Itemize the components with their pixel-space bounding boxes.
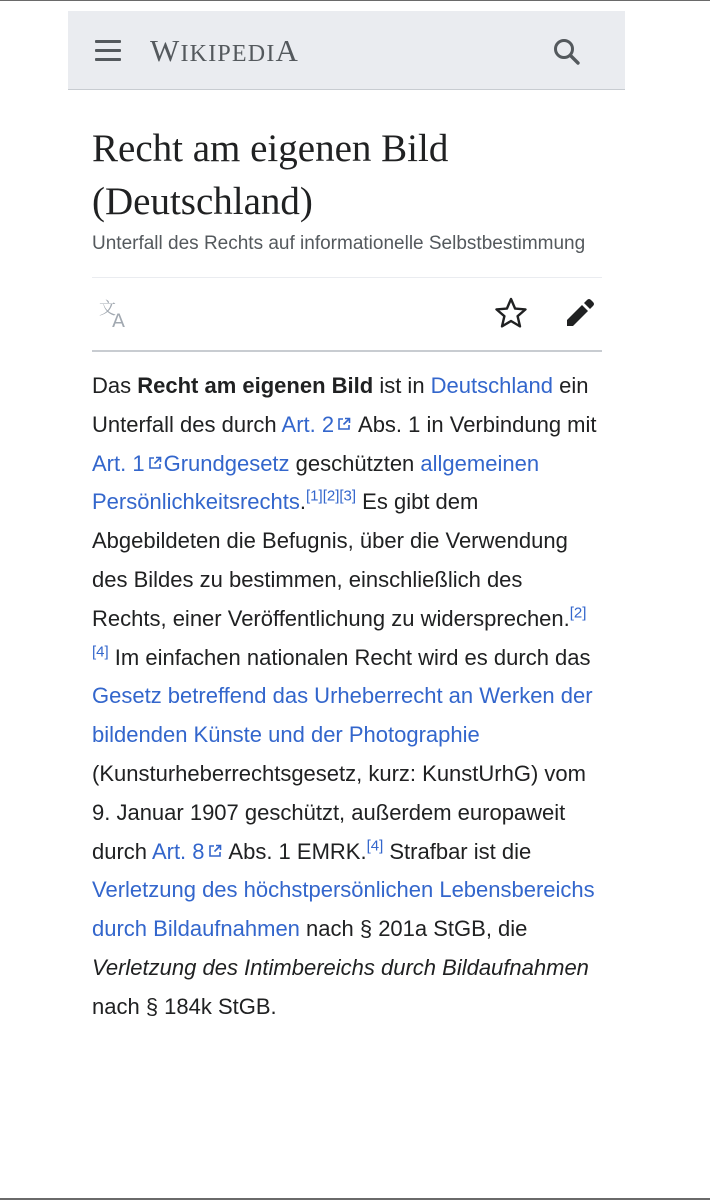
page-subtitle: Unterfall des Rechts auf informationelle Selbstbestimmung (92, 233, 586, 254)
text: Abs. 1 EMRK. (223, 838, 367, 864)
svg-text:A: A (112, 310, 125, 330)
menu-icon-bar (95, 49, 121, 52)
reference-3[interactable]: [3] (339, 488, 357, 506)
text: Es gibt dem Abgebildeten die Befugnis, über die Verwendung des Bildes zu bestimmen, einschließlich des Rechts, einer Veröffentlichung zu widersprechen. (92, 489, 570, 631)
link-deutschland[interactable]: Deutschland (430, 373, 553, 398)
page-title-line: Recht am eigenen Bild (92, 127, 449, 170)
menu-icon-bar (95, 40, 121, 43)
reference-1[interactable]: [1] (306, 488, 323, 506)
external-link-icon (148, 456, 162, 470)
logo-letter: W (150, 33, 181, 68)
text: Das (92, 373, 138, 398)
page-title (92, 122, 602, 228)
link-grundgesetz[interactable]: Grundgesetz (163, 450, 290, 476)
text: ein Unterfall des durch (92, 373, 589, 437)
text: nach § 201a StGB, die (299, 916, 528, 942)
search-button[interactable] (552, 37, 582, 67)
wikipedia-logo[interactable] (150, 33, 299, 72)
reference-2[interactable]: [2] (569, 604, 587, 622)
reference-4[interactable]: [4] (366, 837, 384, 855)
text: (Kunsturheberrechtsgesetz, kurz: KunstUrhG) vom 9. Januar 1907 geschützt, außerdem europaweit durch (92, 760, 586, 864)
text: nach § 184k StGB. (92, 993, 277, 1019)
text: Strafbar ist die (383, 838, 532, 864)
divider (92, 350, 602, 352)
search-icon (552, 37, 582, 67)
external-link-icon (208, 844, 222, 858)
text: Im einfachen nationalen Recht wird es durch das (108, 644, 591, 670)
menu-button[interactable] (92, 36, 124, 66)
article-paragraph (92, 367, 602, 1027)
reference-list (367, 837, 384, 854)
link-art-1[interactable]: Art. 1 (92, 450, 145, 476)
language-icon (96, 298, 130, 330)
top-border (0, 0, 710, 1)
bold-term: Recht am eigenen Bild (137, 373, 374, 398)
page-title-line: (Deutschland) (92, 180, 313, 223)
pencil-icon[interactable] (562, 296, 596, 330)
page-actions (92, 278, 602, 350)
reference-list (306, 488, 356, 505)
svg-text:文: 文 (99, 299, 116, 319)
link-art-8[interactable]: Art. 8 (151, 838, 205, 864)
text: Abs. 1 in Verbindung mit (353, 411, 597, 437)
site-header (68, 11, 625, 90)
reference-4[interactable]: [4] (92, 643, 109, 661)
text: ist in (373, 373, 431, 398)
menu-icon-bar (95, 58, 121, 61)
link-kunsturhg[interactable]: Gesetz betreffend das Urheberrecht an Werken der bildenden Künste und der Photographie (92, 683, 593, 748)
text: geschützten (289, 450, 421, 476)
link-art-2[interactable]: Art. 2 (281, 411, 335, 437)
italic-term: Verletzung des Intimbereichs durch Bildaufnahmen (92, 954, 589, 980)
logo-letters: IKIPEDI (180, 41, 276, 67)
text: . (299, 489, 306, 515)
star-icon[interactable] (494, 296, 528, 330)
external-link-icon (337, 417, 351, 431)
link-persoenlichkeitsrecht[interactable]: allgemeinen Persönlichkeitsrechts (92, 450, 540, 515)
article-content (92, 122, 602, 1027)
reference-2[interactable]: [2] (322, 488, 340, 506)
logo-letter: A (275, 33, 300, 68)
link-201a-stgb[interactable]: Verletzung des höchstpersönlichen Lebensbereichs durch Bildaufnahmen (92, 877, 595, 942)
